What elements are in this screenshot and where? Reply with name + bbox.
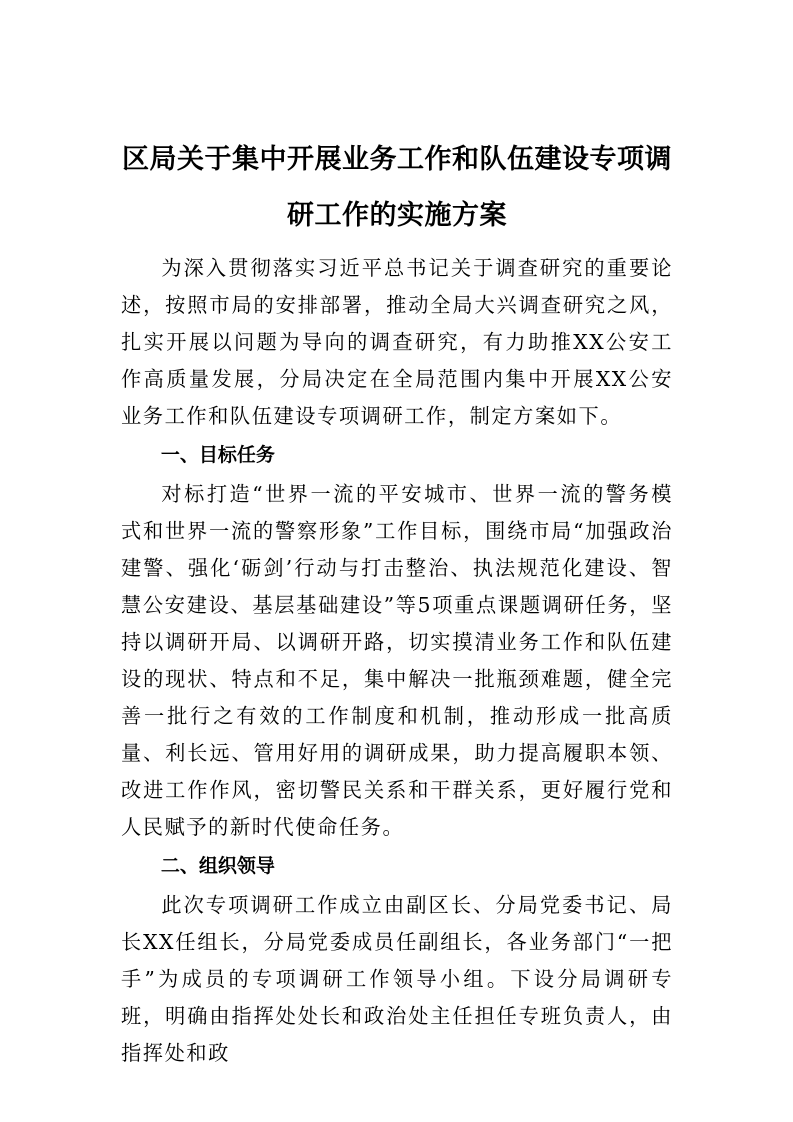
document-title: 区局关于集中开展业务工作和队伍建设专项调研工作的实施方案: [122, 144, 672, 231]
intro-paragraph: 为深入贯彻落实习近平总书记关于调查研究的重要论述，按照市局的安排部署，推动全局大兴调查研究之风，扎实开展以问题为导向的调查研究，有力助推XX公安工作高质量发展，分局决定在全局范围内集中开展XX公安业务工作和队伍建设专项调研工作，制定方案如下。: [121, 256, 673, 428]
document-body: [121, 132, 673, 1072]
section-heading-organization: 二、组织领导: [160, 855, 275, 877]
section-paragraph-goals: 对标打造“世界一流的平安城市、世界一流的警务模式和世界一流的警察形象”工作目标，围绕市局“加强政治建警、强化‘砺剑’行动与打击整治、执法规范化建设、智慧公安建设、基层基础建设”等5项重点课题调研任务，坚持以调研开局、以调研开路，切实摸清业务工作和队伍建设的现状、特点和不足，集中解决一批瓶颈难题，健全完善一批行之有效的工作制度和机制，推动形成一批高质量、利长远、管用好用的调研成果，助力提高履职本领、改进工作作风，密切警民关系和干群关系，更好履行党和人民赋予的新时代使命任务。: [121, 482, 673, 839]
section-paragraph-organization: 此次专项调研工作成立由副区长、分局党委书记、局长XX任组长，分局党委成员任副组长，各业务部门“一把手”为成员的专项调研工作领导小组。下设分局调研专班，明确由指挥处处长和政治处主任担任专班负责人，由指挥处和政: [121, 893, 673, 1065]
section-heading-goals: 一、目标任务: [160, 444, 275, 466]
